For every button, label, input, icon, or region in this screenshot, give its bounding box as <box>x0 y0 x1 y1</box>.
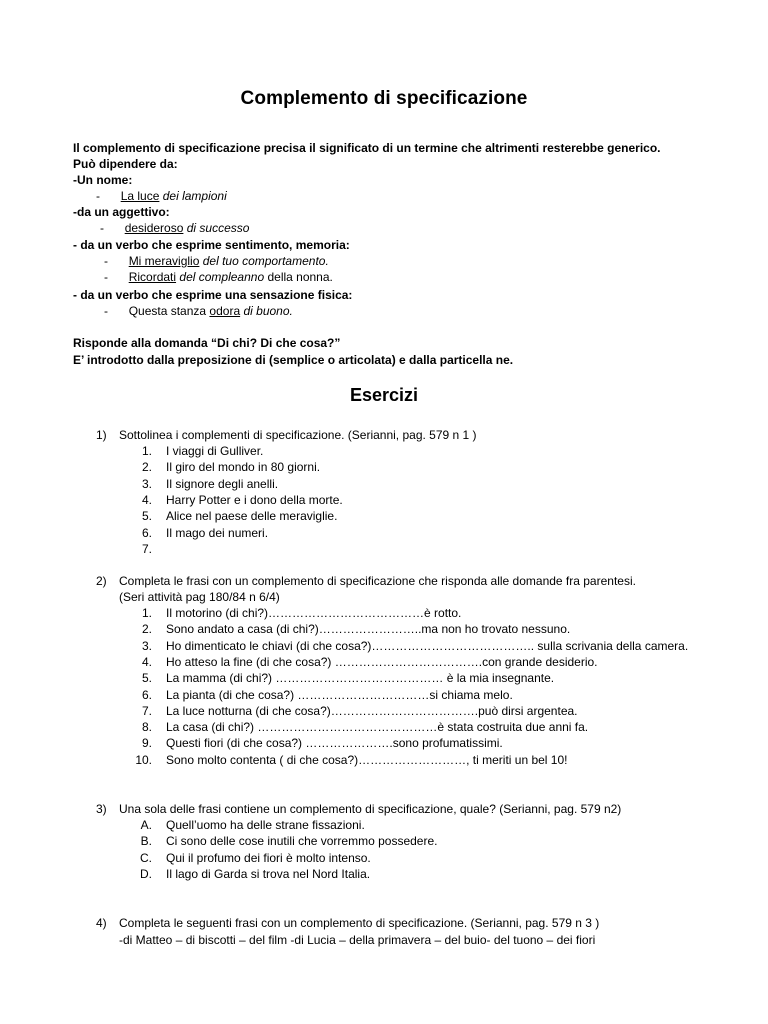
list-item-number: 4. <box>141 654 152 669</box>
list-item: Sono molto contenta ( di che cosa?)………………………, ti meriti un bel 10! <box>166 752 568 767</box>
exercise-3-instruction: Una sola delle frasi contiene un complemento di specificazione, quale? (Serianni, pag. 579 n2) <box>119 802 622 816</box>
list-item-number: 3. <box>141 476 152 491</box>
list-item: La pianta (di che cosa?) ……………………………si chiama melo. <box>166 687 513 702</box>
list-item: Il lago di Garda si trova nel Nord Italia. <box>166 866 371 881</box>
exercise-4-word-list: -di Matteo – di biscotti – del film -di Lucia – della primavera – del buio- del tuono – dei fiori <box>119 933 596 947</box>
exercise-4-instruction: Completa le seguenti frasi con un complemento di specificazione. (Serianni, pag. 579 n 3 ) <box>119 916 600 930</box>
example-text: Questa stanza <box>128 304 207 318</box>
list-item: Harry Potter e i dono della morte. <box>166 492 343 507</box>
list-item: Alice nel paese delle meraviglie. <box>166 509 338 524</box>
example-underlined: La luce <box>120 189 160 203</box>
list-item-number: 7. <box>141 703 152 718</box>
exercise-2-instruction: Completa le frasi con un complemento di specificazione che risponda alle domande fra parentesi. <box>119 574 636 588</box>
example-italic: di successo <box>186 221 250 235</box>
intro-noun: -Un nome: <box>73 173 133 187</box>
list-item: Il mago dei numeri. <box>166 525 269 540</box>
example-text: della nonna. <box>267 270 333 284</box>
example-italic: dei lampioni <box>162 189 227 203</box>
list-item-number: 5. <box>141 671 152 686</box>
list-item-number: B. <box>140 834 152 849</box>
example-noun <box>96 188 227 204</box>
list-item: Qui il profumo dei fiori è molto intenso. <box>166 850 371 865</box>
example-italic: di buono. <box>243 304 293 318</box>
list-item: Quell’uomo ha delle strane fissazioni. <box>166 818 365 832</box>
list-item-number: 6. <box>141 687 152 702</box>
list-item-number: 7. <box>141 541 152 556</box>
list-item-number: 8. <box>141 720 152 735</box>
exercise-number: 1) <box>96 428 107 442</box>
example-dash: - <box>104 304 108 318</box>
example-verb-1 <box>104 253 329 269</box>
list-item: Il signore degli anelli. <box>166 476 279 491</box>
exercise-1-instruction: Sottolinea i complementi di specificazione. (Serianni, pag. 579 n 1 ) <box>119 428 477 442</box>
list-item-number: 2. <box>141 622 152 637</box>
list-item-number: 2. <box>141 460 152 475</box>
exercise-number: 4) <box>96 916 107 930</box>
list-item: La mamma (di chi?) …………………………………… è la mia insegnante. <box>166 671 555 686</box>
example-dash: - <box>100 221 104 235</box>
list-item-number: C. <box>140 850 152 865</box>
list-item: Sono andato a casa (di chi?)……………………..ma non ho trovato nessuno. <box>166 622 571 637</box>
example-underlined: desideroso <box>124 221 184 235</box>
list-item-number: 3. <box>141 638 152 653</box>
list-item: I viaggi di Gulliver. <box>166 444 264 458</box>
example-italic: del compleanno <box>179 270 265 284</box>
intro-depends: Può dipendere da: <box>73 157 178 171</box>
list-item-number: 1. <box>141 444 152 458</box>
list-item: Questi fiori (di che cosa?) ………………….sono profumatissimi. <box>166 736 503 751</box>
example-dash: - <box>104 254 108 268</box>
example-underlined: Ricordati <box>128 270 177 284</box>
intro-verb-physical: - da un verbo che esprime una sensazione fisica: <box>73 288 353 302</box>
example-italic: del tuo comportamento. <box>202 254 329 268</box>
page-title: Complemento di specificazione <box>240 88 528 109</box>
list-item-number: A. <box>140 818 152 832</box>
intro-adjective: -da un aggettivo: <box>73 205 170 219</box>
list-item: Ci sono delle cose inutili che vorremmo possedere. <box>166 834 438 849</box>
example-underlined: odora <box>209 304 241 318</box>
exercise-2-reference: (Seri attività pag 180/84 n 6/4) <box>119 590 280 604</box>
list-item: La casa (di chi?) ………………………………………è stata costruita due anni fa. <box>166 720 589 735</box>
list-item: La luce notturna (di che cosa?)……………………………….può dirsi argentea. <box>166 703 578 718</box>
list-item-number: 4. <box>141 492 152 507</box>
list-item: Ho atteso la fine (di che cosa?) ……………………………….con grande desiderio. <box>166 654 598 669</box>
list-item: Ho dimenticato le chiavi (di che cosa?)………………………………….. sulla scrivania della camera. <box>166 638 689 653</box>
list-item-number: 6. <box>141 525 152 540</box>
example-dash: - <box>96 189 100 203</box>
example-dash: - <box>104 270 108 284</box>
exercise-number: 2) <box>96 574 107 588</box>
list-item-number: 5. <box>141 509 152 524</box>
intro-preposition: E’ introdotto dalla preposizione di (semplice o articolata) e dalla particella ne. <box>73 353 514 367</box>
example-verb-3 <box>104 303 293 319</box>
list-item: Il giro del mondo in 80 giorni. <box>166 460 321 475</box>
example-adjective <box>100 220 249 236</box>
list-item-number: 10. <box>135 752 152 767</box>
intro-verb-feeling: - da un verbo che esprime sentimento, memoria: <box>73 238 350 252</box>
list-item: Il motorino (di chi?)…………………………………è rotto. <box>166 606 462 620</box>
example-underlined: Mi meraviglio <box>128 254 200 268</box>
intro-definition: Il complemento di specificazione precisa il significato di un termine che altrimenti resterebbe generico. <box>73 141 661 155</box>
exercises-title: Esercizi <box>349 385 419 405</box>
list-item-number: D. <box>140 866 152 881</box>
list-item-number: 9. <box>141 736 152 751</box>
intro-question: Risponde alla domanda “Di chi? Di che cosa?” <box>73 336 341 350</box>
list-item-number: 1. <box>141 606 152 620</box>
example-verb-2 <box>104 269 333 285</box>
exercise-number: 3) <box>96 802 107 816</box>
